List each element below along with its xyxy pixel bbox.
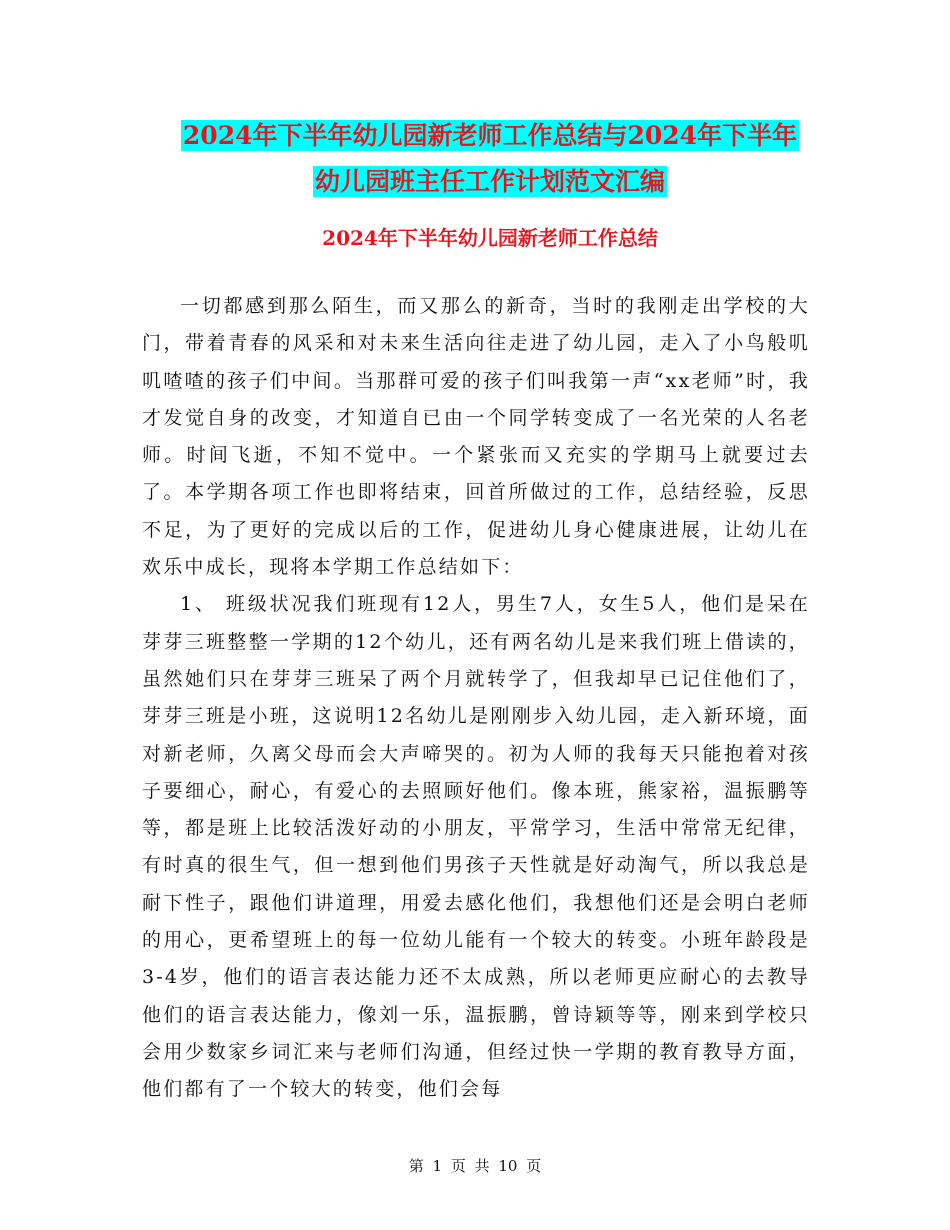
paragraph-class-situation: 1、 班级状况我们班现有12人，男生7人，女生5人，他们是呆在芽芽三班整整一学期的12个幼儿，还有两名幼儿是来我们班上借读的，虽然她们只在芽芽三班呆了两个月就转学了，但我却早已记住他们了，芽芽三班是小班，这说明12名幼儿是刚刚步入幼儿园，走入新环境，面对新老师，久离父母而会大声啼哭的。初为人师的我每天只能抱着对孩子要细心，耐心，有爱心的去照顾好他们。像本班，熊家裕，温振鹏等等，都是班上比较活泼好动的小朋友，平常学习，生活中常常无纪律，有时真的很生气，但一想到他们男孩子天性就是好动淘气，所以我总是耐下性子，跟他们讲道理，用爱去感化他们，我想他们还是会明白老师的用心，更希望班上的每一位幼儿能有一个较大的转变。小班年龄段是3-4岁，他们的语言表达能力还不太成熟，所以老师更应耐心的去教导他们的语言表达能力，像刘一乐，温振鹏，曾诗颖等等，刚来到学校只会用少数家乡词汇来与老师们沟通，但经过快一学期的教育教导方面，他们都有了一个较大的转变，他们会每 <box>142 593 810 1101</box>
document-title-line-2: 幼儿园班主任工作计划范文汇编 <box>314 167 665 196</box>
document-title <box>140 113 840 205</box>
section-heading: 2024年下半年幼儿园新老师工作总结 <box>322 226 658 250</box>
page-footer: 第 1 页 共 10 页 <box>408 1157 542 1175</box>
body-text <box>142 288 810 1109</box>
document-title-line-1: 2024年下半年幼儿园新老师工作总结与2024年下半年 <box>182 121 798 150</box>
paragraph-intro: 一切都感到那么陌生，而又那么的新奇，当时的我刚走出学校的大门，带着青春的风采和对未来生活向往走进了幼儿园，走入了小鸟般叽叽喳喳的孩子们中间。当那群可爱的孩子们叫我第一声“xx老师”时，我才发觉自身的改变，才知道自已由一个同学转变成了一名光荣的人名老师。时间飞逝，不知不觉中。一个紧张而又充实的学期马上就要过去了。本学期各项工作也即将结束，回首所做过的工作，总结经验，反思不足，为了更好的完成以后的工作，促进幼儿身心健康进展，让幼儿在欢乐中成长，现将本学期工作总结如下： <box>142 295 810 579</box>
